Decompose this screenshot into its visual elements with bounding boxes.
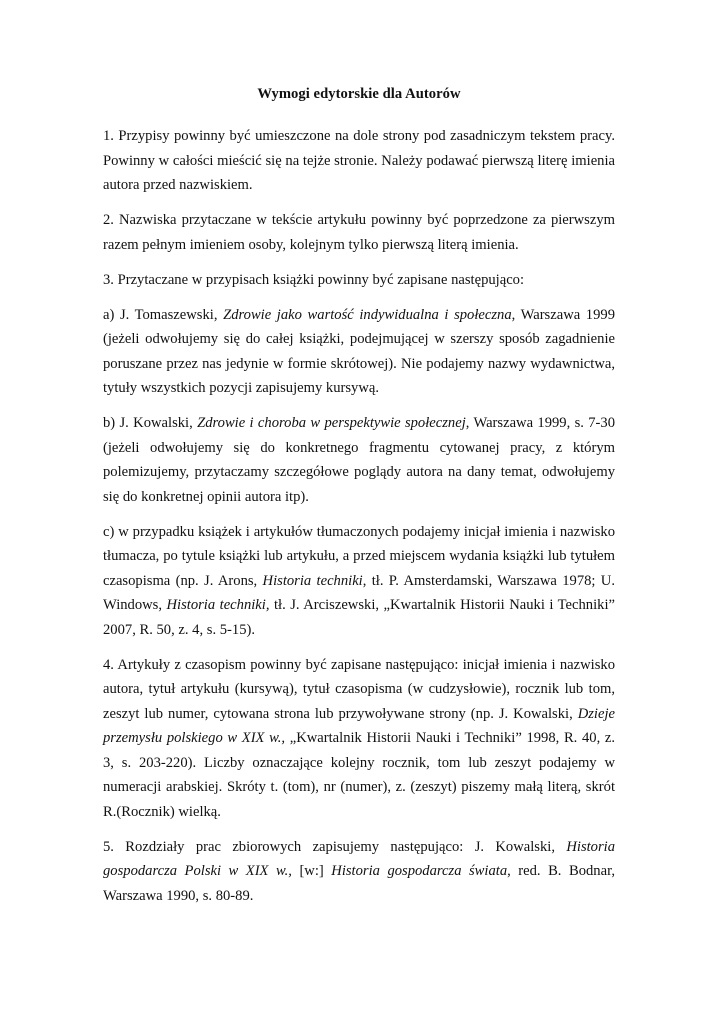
text-segment: „Kwartalnik Historii Nauki i Techniki” 1998, R. 40, z. 3, s. 203-220). Liczby oznaczające kolejny rocznik, tom lub zeszyt podajemy w numeracji arabskiej. Skróty t. (tom), nr (numer), z. (zeszyt) piszemy małą literą, skrót R.(Rocznik) wielką.: [103, 730, 615, 820]
text-segment: , Warszawa 1999, s. 7-30 (jeżeli odwołujemy się do konkretnego fragmentu cytowanej pracy, z którym polemizujemy, przytaczamy szczegółowe poglądy autora na dany temat, odwołujemy się do konkretnej opinii autora itp).: [103, 415, 615, 505]
paragraph-2: 2. Nazwiska przytaczane w tekście artykułu powinny być poprzedzone za pierwszym razem pełnym imieniem osoby, kolejnym tylko pierwszą literą imienia.: [103, 212, 615, 253]
text-segment: a) J. Tomaszewski,: [103, 306, 224, 323]
text-segment: , tł. P. Amsterdamski, Warszawa 1978; U. Windows,: [103, 572, 615, 613]
book-title: Historia techniki: [262, 572, 363, 589]
document-page: [103, 84, 615, 908]
paragraph-3c: [103, 520, 615, 643]
article-title: Dzieje przemysłu polskiego w XIX w.,: [103, 705, 615, 746]
book-title: Historia gospodarcza świata: [331, 863, 508, 879]
text-segment: , Warszawa 1999 (jeżeli odwołujemy się do całej książki, podejmującej w szerszy sposób zagadnienie poruszane przez nas jedynie w formie skrótowej). Nie podajemy nazwy wydawnictwa, tytuły wszystkich pozycji zapisujemy kursywą.: [103, 306, 615, 396]
book-title: Zdrowie jako wartość indywidualna i społeczna: [223, 306, 512, 323]
paragraph-5: [103, 835, 615, 909]
paragraph-3: 3. Przytaczane w przypisach książki powinny być zapisane następująco:: [103, 271, 525, 288]
text-segment: 4. Artykuły z czasopism powinny być zapisane następująco: inicjał imienia i nazwisko autora, tytuł artykułu (kursywą), tytuł czasopisma (w cudzysłowie), rocznik lub tom, zeszyt lub numer, cytowana strona lub przywoływane strony (np. J. Kowalski,: [103, 656, 615, 722]
text-segment: c) w przypadku książek i artykułów tłumaczonych podajemy inicjał imienia i nazwisko tłumacza, po tytule książki lub artykułu, a przed miejscem wydania książki lub tytułem czasopisma (np. J. Arons,: [103, 523, 615, 589]
text-segment: [w:]: [291, 863, 332, 879]
paragraph-3b: [103, 411, 615, 509]
text-segment: , red. B. Bodnar, Warszawa 1990, s. 80-89.: [103, 863, 615, 904]
paragraph-1: 1. Przypisy powinny być umieszczone na dole strony pod zasadniczym tekstem pracy. Powinny w całości mieścić się na tejże stronie. Należy podawać pierwszą literę imienia autora przed nazwiskiem.: [103, 128, 615, 193]
book-title: Historia techniki,: [166, 597, 270, 613]
chapter-title: Historia gospodarcza Polski w XIX w.,: [103, 838, 615, 879]
book-title: Zdrowie i choroba w perspektywie społecznej: [197, 415, 466, 431]
paragraph-3a: [103, 303, 615, 401]
text-segment: b) J. Kowalski,: [103, 415, 198, 431]
paragraph-4: [103, 653, 615, 825]
text-segment: 5. Rozdziały prac zbiorowych zapisujemy następująco: J. Kowalski,: [103, 838, 567, 855]
page-title: Wymogi edytorskie dla Autorów: [257, 86, 461, 102]
text-segment: tł. J. Arciszewski, „Kwartalnik Historii Nauki i Techniki” 2007, R. 50, z. 4, s. 5-15).: [103, 597, 615, 638]
